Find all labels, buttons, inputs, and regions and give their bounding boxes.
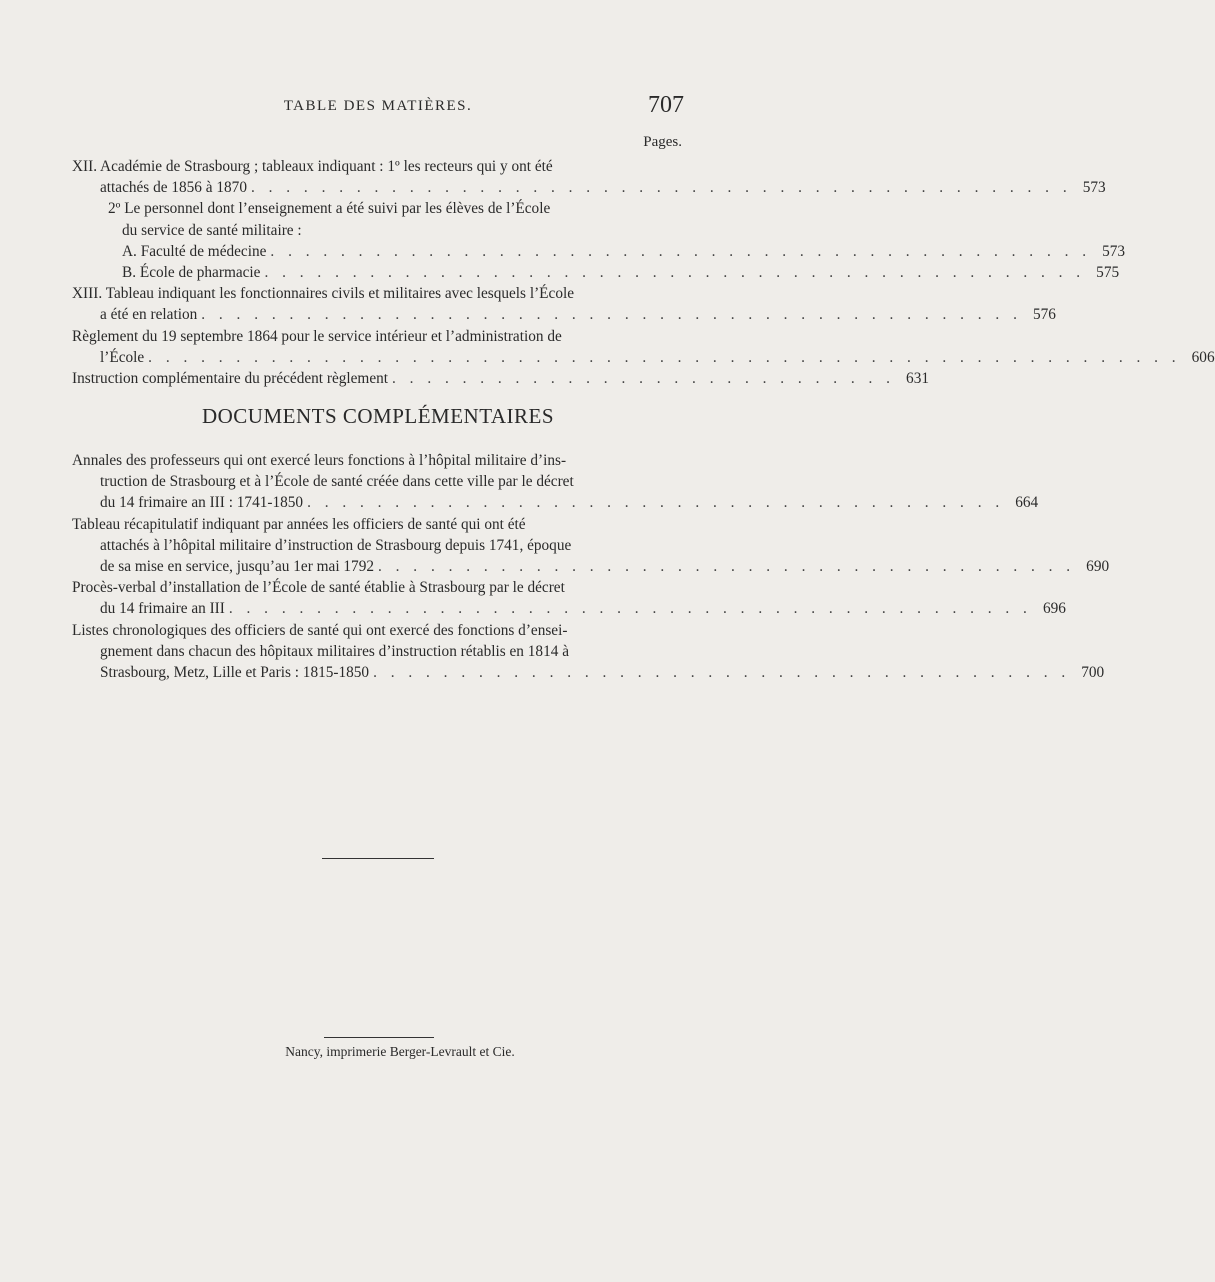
toc-page-number: 573 [1082, 179, 1106, 197]
toc-page-number: 576 [1032, 306, 1056, 324]
toc-entry: B. École de pharmacie . . . . . . . . . . . . . . . . . . . . . . . . . . . . . . . . . . . . . . . . . . . . . . . 575 [72, 262, 684, 283]
doc-entry: Annales des professeurs qui ont exercé leurs fonctions à l’hôpital militaire d’ins- [72, 452, 567, 469]
toc-page-number: 631 [906, 369, 929, 387]
section-heading: DOCUMENTS COMPLÉMENTAIRES [201, 404, 555, 428]
pages-column-label: Pages. [643, 134, 682, 150]
running-title: TABLE DES MATIÈRES. [283, 98, 473, 114]
doc-page-number: 664 [1015, 494, 1039, 512]
dot-leader: . . . . . . . . . . . . . . . . . . . . . . . . . . . . . . . . . . . . . . . . . . . . . . . [264, 263, 1086, 281]
dot-leader: . . . . . . . . . . . . . . . . . . . . . . . . . . . . . . . . . . . . . . . . [378, 557, 1076, 575]
toc-page-number: 575 [1096, 263, 1120, 281]
running-head [72, 92, 684, 122]
doc-entry: attachés à l’hôpital militaire d’instruction de Strasbourg depuis 1741, époque [100, 536, 572, 554]
doc-entry: Strasbourg, Metz, Lille et Paris : 1815-1850 . . . . . . . . . . . . . . . . . . . . . . . . . . . . . . . . . . . . . . . . 700 [72, 662, 684, 683]
toc-entry: Règlement du 19 septembre 1864 pour le service intérieur et l’administration de [72, 327, 562, 345]
doc-entry: du 14 frimaire an III : 1741-1850 . . . . . . . . . . . . . . . . . . . . . . . . . . . . . . . . . . . . . . . . 664 [72, 492, 684, 513]
toc-entry: XII. Académie de Strasbourg ; tableaux indiquant : 1º les recteurs qui y ont été [72, 158, 553, 175]
toc-entry: A. Faculté de médecine . . . . . . . . . . . . . . . . . . . . . . . . . . . . . . . . . . . . . . . . . . . . . . . 573 [72, 241, 684, 262]
doc-page-number: 700 [1081, 663, 1105, 681]
doc-entry: du 14 frimaire an III . . . . . . . . . . . . . . . . . . . . . . . . . . . . . . . . . . . . . . . . . . . . . . 696 [72, 598, 684, 619]
doc-entry: gnement dans chacun des hôpitaux militaires d’instruction rétablis en 1814 à [100, 642, 569, 660]
toc-entry: attachés de 1856 à 1870 . . . . . . . . . . . . . . . . . . . . . . . . . . . . . . . . . . . . . . . . . . . . . . . 573 [72, 177, 684, 198]
doc-entry: de sa mise en service, jusqu’au 1er mai 1792 . . . . . . . . . . . . . . . . . . . . . . . . . . . . . . . . . . . . . . . . 690 [72, 556, 684, 577]
table-of-contents [72, 156, 1215, 389]
dot-leader: . . . . . . . . . . . . . . . . . . . . . . . . . . . . . [392, 369, 895, 387]
doc-page-number: 696 [1042, 600, 1066, 618]
supplementary-documents-list [72, 450, 1110, 683]
toc-page-number: 573 [1102, 242, 1126, 260]
dot-leader: . . . . . . . . . . . . . . . . . . . . . . . . . . . . . . . . . . . . . . . . . . . . . . . [270, 242, 1092, 260]
dot-leader: . . . . . . . . . . . . . . . . . . . . . . . . . . . . . . . . . . . . . . . . . . . . . . . [201, 306, 1022, 324]
divider-rule [322, 858, 434, 859]
printer-imprint: Nancy, imprimerie Berger-Levrault et Cie. [285, 1044, 515, 1059]
toc-page-number: 606 [1191, 348, 1215, 366]
dot-leader: . . . . . . . . . . . . . . . . . . . . . . . . . . . . . . . . . . . . . . . . . . . . . . . [250, 179, 1072, 197]
toc-entry: Instruction complémentaire du précédent règlement . . . . . . . . . . . . . . . . . . . . . . . . . . . . . 631 [72, 368, 684, 389]
toc-entry: a été en relation . . . . . . . . . . . . . . . . . . . . . . . . . . . . . . . . . . . . . . . . . . . . . . . 576 [72, 304, 684, 325]
toc-entry: 2º Le personnel dont l’enseignement a été suivi par les élèves de l’École [108, 200, 551, 218]
dot-leader: . . . . . . . . . . . . . . . . . . . . . . . . . . . . . . . . . . . . . . . . [373, 663, 1071, 681]
dot-leader: . . . . . . . . . . . . . . . . . . . . . . . . . . . . . . . . . . . . . . . . . . . . . . [228, 600, 1032, 618]
doc-entry: truction de Strasbourg et à l’École de santé créée dans cette ville par le décret [100, 473, 574, 491]
page-number: 707 [648, 92, 684, 118]
doc-entry: Procès-verbal d’installation de l’École de santé établie à Strasbourg par le décret [72, 579, 565, 597]
toc-entry: du service de santé militaire : [122, 221, 302, 239]
dot-leader: . . . . . . . . . . . . . . . . . . . . . . . . . . . . . . . . . . . . . . . . [307, 494, 1005, 512]
toc-entry: XIII. Tableau indiquant les fonctionnaires civils et militaires avec lesquels l’École [72, 285, 575, 303]
toc-entry: l’École . . . . . . . . . . . . . . . . . . . . . . . . . . . . . . . . . . . . . . . . . . . . . . . . . . . . . . . . . . . 606 [72, 347, 684, 368]
doc-entry: Listes chronologiques des officiers de santé qui ont exercé des fonctions d’ensei- [72, 621, 568, 639]
dot-leader: . . . . . . . . . . . . . . . . . . . . . . . . . . . . . . . . . . . . . . . . . . . . . . . . . . . . . . . . . . . [148, 348, 1181, 366]
doc-page-number: 690 [1086, 557, 1110, 575]
doc-entry: Tableau récapitulatif indiquant par années les officiers de santé qui ont été [72, 515, 526, 533]
divider-rule [324, 1037, 434, 1038]
